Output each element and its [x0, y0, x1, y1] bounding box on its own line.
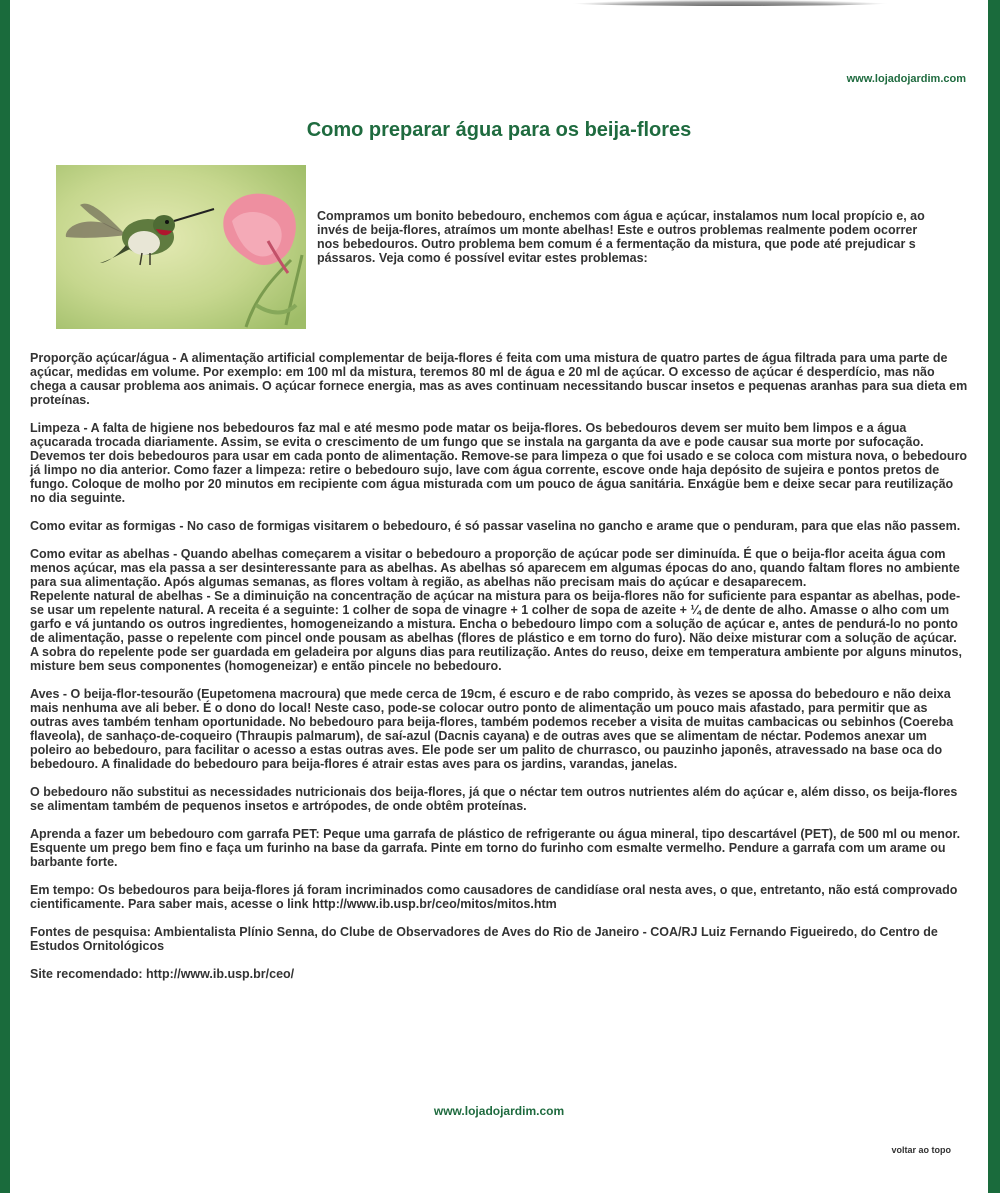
- page-title: Como preparar água para os beija-flores: [306, 119, 692, 141]
- paragraph-abelhas: Como evitar as abelhas - Quando abelhas começarem a visitar o bebedouro a proporção de açúcar pode ser diminuída. É que o beija-flor aceita água com menos açúcar, mas ela passa a ser desinteressante para as abelhas. As abelhas só aparecem em algumas épocas do ano, quando faltam flores no ambiente para sua alimentação. Após algumas semanas, as flores voltam à região, as abelhas não precisam mais do açúcar e desaparecem.: [30, 547, 960, 589]
- top-shadow-decoration: [570, 0, 890, 6]
- paragraph-formigas: Como evitar as formigas - No caso de formigas visitarem o bebedouro, é só passar vaselina no gancho e arame que o penduram, para que elas não passem.: [30, 519, 961, 533]
- article-body: [30, 351, 968, 995]
- paragraph-limpeza: Limpeza - A falta de higiene nos bebedouros faz mal e até mesmo pode matar os beija-flores. Os bebedouros devem ser muito bem limpos e a água açucarada trocada diariamente. Assim, se evita o crescimento de um fungo que se instala na garganta da ave e pode causar sua morte por sufocação. Devemos ter dois bebedouros para usar em cada ponto de alimentação. Remove-se para limpeza o que foi usado e se coloca com mistura nova, o bebedouro já limpo no dia anterior. Como fazer a limpeza: retire o bebedouro sujo, lave com água corrente, escove onde haja depósito de sujeira e pontos pretos de fungo. Coloque de molho por 20 minutos em recipiente com água misturada com um pouco de água sanitária. Enxágüe bem e deixe secar para reutilização no dia seguinte.: [30, 421, 968, 505]
- footer-site-link[interactable]: www.lojadojardim.com: [433, 1104, 565, 1118]
- paragraph-site-recomendado: Site recomendado: http://www.ib.usp.br/ceo/: [30, 967, 295, 981]
- paragraph-nutricao: O bebedouro não substitui as necessidades nutricionais dos beija-flores, já que o néctar tem outros nutrientes além do açúcar e, além disso, os beija-flores se alimentam também de pequenos insetos e artrópodes, de onde obtêm proteínas.: [30, 785, 958, 813]
- header-site-link[interactable]: www.lojadojardim.com: [846, 73, 966, 85]
- paragraph-aves: Aves - O beija-flor-tesourão (Eupetomena macroura) que mede cerca de 19cm, é escuro e de rabo comprido, às vezes se apossa do bebedouro e não deixa mais nenhuma ave ali beber. É o dono do local! Neste caso, pode-se colocar outro ponto de alimentação um pouco mais afastado, para permitir que as outras aves também tenham oportunidade. No bebedouro para beija-flores, também podemos receber a visita de muitas cambacicas ou sebinhos (Coereba flaveola), de sanhaço-de-coqueiro (Thraupis palmarum), de saí-azul (Dacnis cayana) e de outras aves que se alimentam de néctar. Podemos anexar um poleiro ao bebedouro, para facilitar o acesso a estas outras aves. Ele pode ser um palito de churrasco, ou pauzinho japonês, atravessado na base oca do bebedouro. A finalidade do bebedouro para beija-flores é atrair estas aves para os jardins, varandas, janelas.: [30, 687, 954, 771]
- hummingbird-photo: [56, 165, 306, 329]
- paragraph-proporcao: Proporção açúcar/água - A alimentação artificial complementar de beija-flores é feita com uma mistura de quatro partes de água filtrada para uma parte de açúcar, medidas em volume. Por exemplo: em 100 ml da mistura, teremos 80 ml de água e 20 ml de açúcar. O excesso de açúcar é desperdício, mas não chega a causar problema aos animais. O açúcar fornece energia, mas as aves continuam necessitando buscar insetos e pequenas aranhas para sua dieta em proteínas.: [30, 351, 968, 407]
- paragraph-repelente: Repelente natural de abelhas - Se a diminuição na concentração de açúcar na mistura para os beija-flores não for suficiente para espantar as abelhas, pode-se usar um repelente natural. A receita é a seguinte: 1 colher de sopa de vinagre + 1 colher de sopa de azeite + ¼ de dente de alho. Amasse o alho com um garfo e vá juntando os outros ingredientes, homogeneizando a mistura. Encha o bebedouro limpo com a solução de açúcar e, antes de pendurá-lo no ponto de alimentação, passe o repelente com pincel onde pousam as abelhas (flores de plástico e em torno do furo). Não deixe misturar com a solução de açúcar. A sobra do repelente pode ser guardada em geladeira por alguns dias para reutilização. Antes do reuso, deixe em temperatura ambiente por alguns minutos, misture bem seus componentes (homogeneizar) e então pincele no bebedouro.: [30, 589, 962, 673]
- back-to-top-link[interactable]: voltar ao topo: [891, 1145, 951, 1155]
- paragraph-fontes: Fontes de pesquisa: Ambientalista Plínio Senna, do Clube de Observadores de Aves do Rio de Janeiro - COA/RJ Luiz Fernando Figueiredo, do Centro de Estudos Ornitológicos: [30, 925, 938, 953]
- paragraph-garrafa-pet: Aprenda a fazer um bebedouro com garrafa PET: Peque uma garrafa de plástico de refrigerante ou água mineral, tipo descartável (PET), de 500 ml ou menor. Esquente um prego bem fino e faça um furinho na base da garrafa. Pinte em torno do furinho com esmalte vermelho. Pendure a garrafa com um arame ou barbante forte.: [30, 827, 961, 869]
- paragraph-em-tempo: Em tempo: Os bebedouros para beija-flores já foram incriminados como causadores de candidíase oral nesta aves, o que, entretanto, não está comprovado cientificamente. Para saber mais, acesse o link http://www.ib.usp.br/ceo/mitos/mitos.htm: [30, 883, 958, 911]
- page: [10, 0, 988, 1193]
- intro-paragraph: Compramos um bonito bebedouro, enchemos com água e açúcar, instalamos num local propício e, ao invés de beija-flores, atraímos um monte abelhas! Este e outros problemas realmente podem ocorrer nos bebedouros. Outro problema bem comum é a fermentação da mistura, que pode até prejudicar s pássaros. Veja como é possível evitar estes problemas:: [317, 209, 925, 265]
